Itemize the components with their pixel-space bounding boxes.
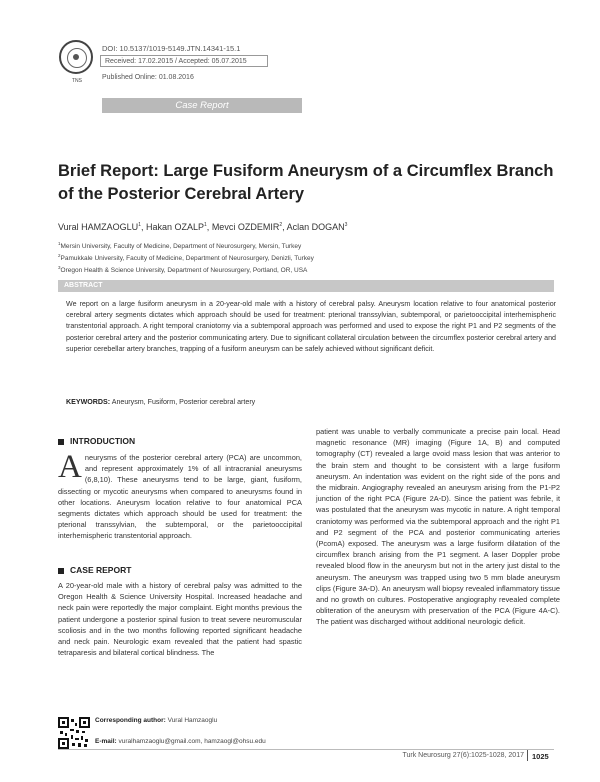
page-number-separator — [527, 750, 528, 761]
journal-logo-label: TNS — [72, 78, 82, 84]
page-number: 1025 — [532, 752, 549, 761]
affiliation: $^1$Mersin University, Faculty of Medicine, Department of Neurosurgery, Mersin, Turkey — [58, 241, 302, 251]
author-list: Vural HAMZAOGLU$^1$, Hakan OZALP$^1$, Mevci OZDEMIR$^2$, Aclan DOGAN$^3$ — [58, 222, 348, 232]
article-type-banner — [102, 98, 302, 113]
article-title: Brief Report: Large Fusiform Aneurysm of a Circumflex Branch of the Posterior Cerebral Artery — [58, 162, 554, 203]
doi[interactable]: DOI: 10.5137/1019-5149.JTN.14341-15.1 — [102, 44, 241, 53]
published-date: Published Online: 01.08.2016 — [102, 74, 194, 81]
section-bullet-icon — [58, 439, 64, 445]
introduction-heading: INTRODUCTION — [58, 436, 135, 446]
affiliation: $^2$Pamukkale University, Faculty of Medicine, Department of Neurosurgery, Denizli, Turkey — [58, 253, 314, 263]
abstract-text: We report on a large fusiform aneurysm in a 20-year-old male with a history of cerebral palsy. Aneurysm location relative to four anatomical posterior cerebral artery segments dictates which approach should be used for treatment: pterional transsylvian, subtemporal, or parietooccipital interhemispheric transtentorial approach. A right temporal craniotomy via a subtemporal approach was performed and used to expose the right P1 and P2 segments of the posterior cerebral artery and the posterior communicating artery. Due to significant collateral circulation between the circumflex posterior cerebral artery and superior cerebellar artery branches, trapping of a fusiform aneurysm can be safely achieved without significant deficit. — [66, 300, 556, 353]
corresponding-author: Corresponding author: Vural Hamzaoglu — [95, 717, 218, 724]
case-report-continued: patient was unable to verbally communicate a precise pain local. Head magnetic resonance (MR) imaging (Figure 1A, B) and computed tomography (CT) revealed a large ovoid mass lesion that was anterior to the brain stem and thought to be consistent with a large fusiform aneurysm. An indentation was evident on the right side of the pons and the midbrain. Angiography revealed an aneurysm arising from the P1-P2 junction of the right PCA (Figure 2A-D). Since the patient was febrile, it was postulated that the aneurysm was mycotic in nature. A right temporal craniotomy was performed via the subtemporal approach and the right P1 and P2 segment of the PCA and posterior communicating arteries (PcomA) exposed. The aneurysm was a large fusiform dilatation of the circumflex branch arising from the P1 segment. A laser Doppler probe revealed blood flow in the aneurysm but not in the artery just distal to the aneurysm. The aneurysm was trapped using two 5 mm blade aneurysm clips (Figure 3A-D). An aneurysm wall biopsy revealed inflammatory tissue and no growth on cultures. Postoperative angiography revealed complete obliteration of the aneurysm with preservation of the PCA (Figure 4A-C). The patient was discharged without additional neurologic deficit. — [316, 427, 560, 627]
introduction-text: Aneurysms of the posterior cerebral artery (PCA) are uncommon, and represent approximately 1% of all intracranial aneurysms (6,8,10). These aneurysms tend to be large, giant, fusiform, dissecting or mycotic aneurysms when compared to aneurysms found in other locations. Aneurysm location relative to four anatomical PCA segments dictates which approach should be used for treatment: the pterional transsylvian, the subtemporal, or the parietooccipital interhemispheric transtentorial approach. — [58, 449, 302, 541]
case-report-heading: CASE REPORT — [58, 565, 131, 575]
footer-divider — [58, 749, 554, 750]
abstract-header — [58, 280, 554, 292]
author-name: Hakan OZALP — [145, 222, 205, 232]
qr-code-icon — [58, 717, 90, 749]
author-name: Aclan DOGAN — [286, 222, 345, 232]
author-name: Mevci OZDEMIR — [211, 222, 280, 232]
dates-box: Received: 17.02.2015 / Accepted: 05.07.2015 — [100, 55, 268, 67]
case-report-text: A 20-year-old male with a history of cerebral palsy was admitted to the Oregon Health & Science University Hospital. Increased headache and neck pain were reportedly the major complaint. Eight months previous the patient undergone a posterior spinal fusion to treat severe neuromuscular scoliosis and in the two months following reported significant headache and neck pain. Neurologic exam revealed that the patient had spastic tetraparesis and bilateral cortical blindness. The — [58, 581, 302, 658]
author-name: Vural HAMZAOGLU — [58, 222, 139, 232]
journal-citation: Turk Neurosurg 27(6):1025-1028, 2017 — [402, 752, 524, 759]
affiliation: $^3$Oregon Health & Science University, Department of Neurosurgery, Portland, OR, USA — [58, 265, 308, 275]
author-email[interactable]: E-mail: vuralhamzaoglu@gmail.com, hamzaogl@ohsu.edu — [95, 738, 266, 745]
abstract-label: ABSTRACT — [64, 282, 103, 289]
article-type-label: Case Report — [175, 100, 229, 111]
journal-logo — [59, 40, 93, 74]
dropcap: A — [58, 449, 82, 485]
keywords: KEYWORDS: Aneurysm, Fusiform, Posterior cerebral artery — [66, 398, 256, 406]
section-bullet-icon — [58, 568, 64, 574]
